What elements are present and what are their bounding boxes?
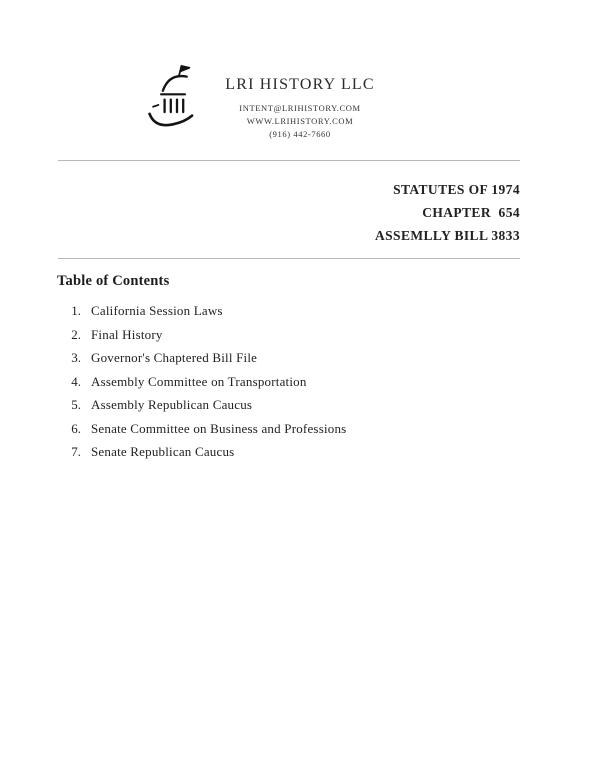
toc-item-label: Assembly Republican Caucus — [91, 397, 253, 412]
assembly-bill-line: ASSEMLLY BILL 3833 — [374, 228, 520, 243]
toc-item-label: Final History — [91, 326, 163, 342]
toc-item-number: 4. — [71, 373, 81, 389]
toc-item-label: California Session Laws — [91, 303, 223, 318]
company-website: WWW.LRIHISTORY.COM — [246, 116, 354, 126]
statutes-line: STATUTES OF 1974 — [393, 182, 520, 197]
statute-reference-block — [375, 178, 520, 247]
toc-item-number: 3. — [71, 350, 81, 365]
company-email: INTENT@LRIHISTORY.COM — [239, 103, 361, 113]
letterhead — [0, 76, 600, 141]
toc-item — [57, 304, 346, 317]
company-name: LRI HISTORY LLC — [225, 76, 375, 93]
toc-item-label: Senate Committee on Business and Professions — [91, 420, 347, 436]
toc-item-number: 7. — [71, 444, 81, 459]
toc-item — [57, 328, 346, 341]
toc-item-number: 2. — [71, 326, 81, 342]
chapter-line: CHAPTER 654 — [422, 205, 520, 220]
toc-item — [57, 422, 346, 435]
toc-title: Table of Contents — [57, 273, 170, 289]
toc-item-label: Governor's Chaptered Bill File — [91, 350, 258, 365]
toc-item — [57, 375, 346, 388]
divider-top — [58, 160, 520, 161]
toc-item-label: Assembly Committee on Transportation — [91, 373, 307, 389]
toc-item — [57, 398, 346, 411]
toc-item-label: Senate Republican Caucus — [91, 444, 235, 459]
toc-list — [57, 304, 346, 469]
company-phone: (916) 442-7660 — [269, 129, 331, 139]
toc-item-number: 5. — [71, 397, 81, 412]
toc-item — [57, 445, 346, 458]
divider-bottom — [58, 258, 520, 259]
toc-item — [57, 351, 346, 364]
toc-item-number: 6. — [71, 420, 81, 436]
toc-item-number: 1. — [71, 303, 81, 318]
